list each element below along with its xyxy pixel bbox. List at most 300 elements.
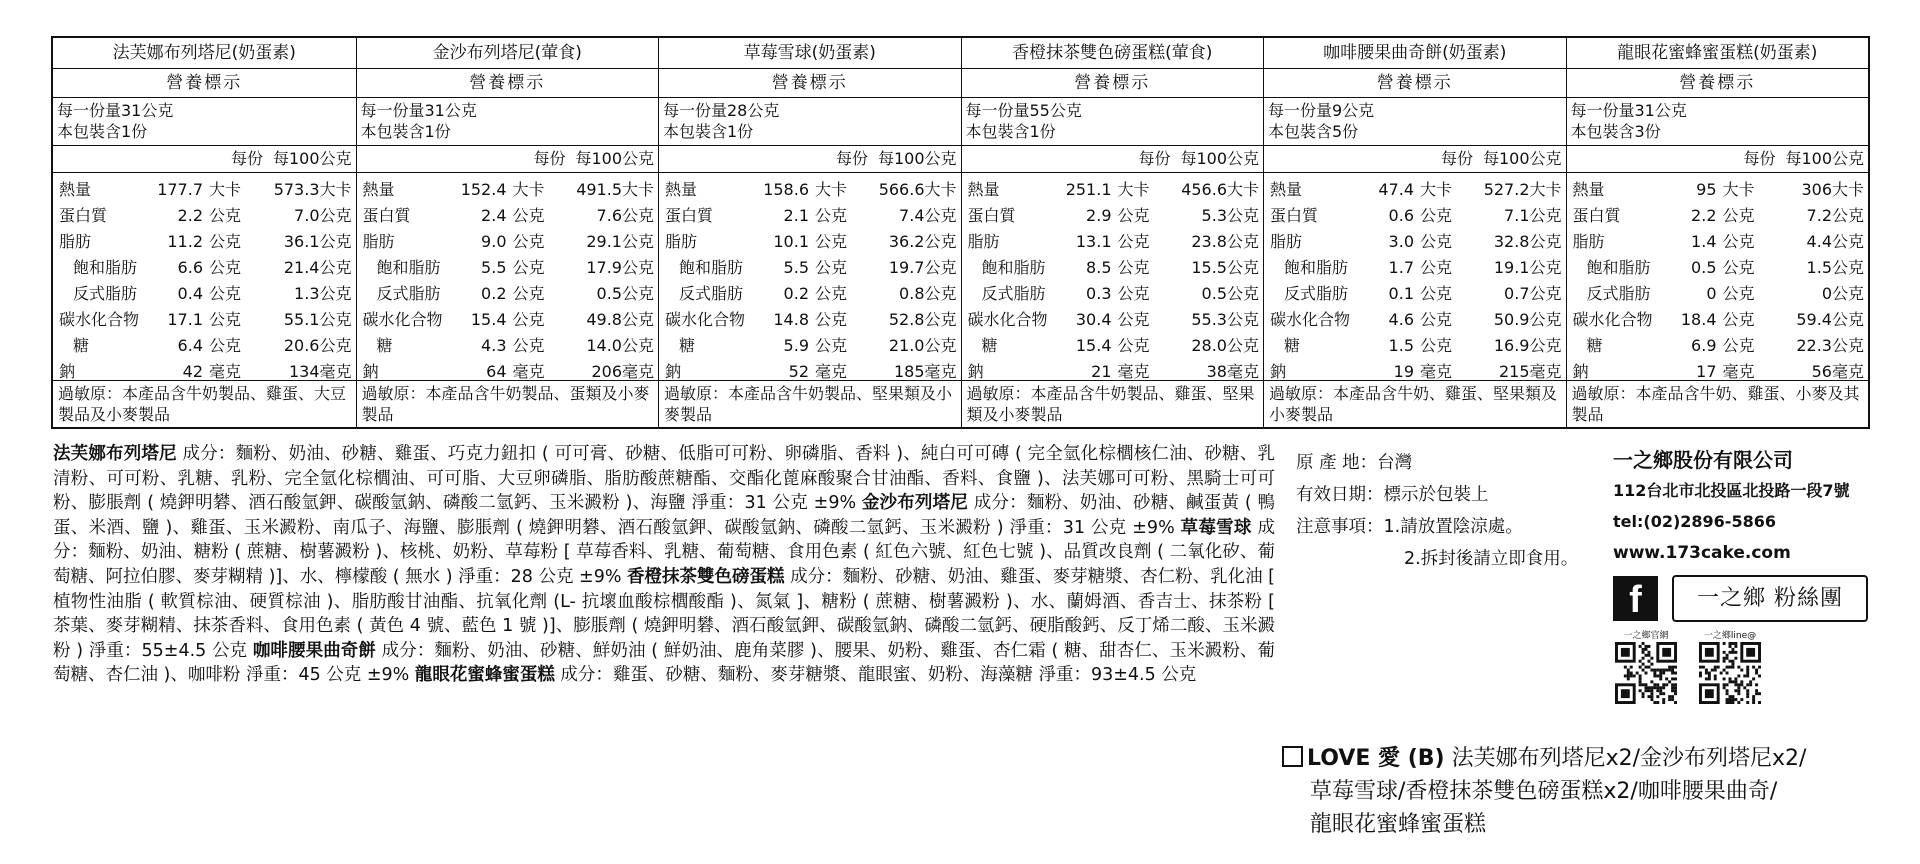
per-serving-unit: 公克 xyxy=(512,310,545,329)
nutrient-label: 反式脂肪 xyxy=(73,284,138,303)
per-serving-value: 15.4 xyxy=(470,310,507,329)
per-100g-value: 28.0公克 xyxy=(1191,336,1259,355)
per-100g-value: 491.5大卡 xyxy=(576,180,654,199)
per-serving-value: 152.4 xyxy=(460,180,507,199)
allergen-note: 過敏原：本產品含牛奶製品、雞蛋、大豆製品及小麥製品 xyxy=(58,384,347,424)
per-serving-unit: 公克 xyxy=(1117,232,1150,251)
serving-size: 每一份量31公克 xyxy=(360,101,477,120)
nutrient-label: 飽和脂肪 xyxy=(981,258,1046,277)
per-serving-value: 2.1 xyxy=(783,206,809,225)
per-100g-value: 29.1公克 xyxy=(586,232,654,251)
per-serving-unit: 大卡 xyxy=(209,180,242,199)
per-serving-value: 18.4 xyxy=(1680,310,1717,329)
per-100g-value: 21.0公克 xyxy=(888,336,957,355)
per-serving-unit: 公克 xyxy=(1420,232,1453,251)
per-serving-value: 17 xyxy=(1696,362,1717,381)
expiry-line: 有效日期：標示於包裝上 xyxy=(1296,485,1489,505)
nutrition-heading: 營養標示 xyxy=(659,69,961,98)
per-serving-value: 3.0 xyxy=(1388,232,1414,251)
per-100g-value: 7.2公克 xyxy=(1806,206,1864,225)
nutrient-row xyxy=(962,177,1264,203)
serving-info xyxy=(1264,98,1566,146)
nutrition-heading: 營養標示 xyxy=(962,69,1264,98)
per-serving-value: 95 xyxy=(1696,180,1717,199)
col-per-serving: 每份 xyxy=(1440,149,1473,168)
nutrient-label: 鈉 xyxy=(59,362,76,381)
nutrient-label: 糖 xyxy=(981,336,998,355)
nutrient-label: 飽和脂肪 xyxy=(1586,258,1651,277)
per-serving-unit: 大卡 xyxy=(815,180,848,199)
allergen-note: 過敏原：本產品含牛奶、雞蛋、小麥及其製品 xyxy=(1571,384,1860,424)
nutrient-label: 蛋白質 xyxy=(59,206,108,225)
ingredient-list: 成分：麵粉、奶油、砂糖、鹹蛋黃 ( 鴨蛋、米酒、鹽 )、雞蛋、玉米澱粉、南瓜子、海鹽、膨脹劑 ( 燒鉀明礬、酒石酸氫鉀、碳酸氫鈉、磷酸二氫鈣、玉米澱粉 ) 淨重：31 公克 ±9% xyxy=(53,493,1276,538)
per-100g-value: 38毫克 xyxy=(1206,362,1259,381)
per-serving-unit: 公克 xyxy=(1722,284,1755,303)
fan-page-label: 一之鄉 粉絲團 xyxy=(1672,575,1868,622)
nutrient-label: 熱量 xyxy=(1270,180,1303,199)
product-line-2: 草莓雪球/香橙抹茶雙色磅蛋糕x2/咖啡腰果曲奇/ xyxy=(1310,779,1778,804)
nutrient-rows xyxy=(1567,173,1869,381)
nutrient-row xyxy=(53,203,356,229)
per-100g-value: 16.9公克 xyxy=(1493,336,1562,355)
product-name: 香橙抹茶雙色磅蛋糕(葷食) xyxy=(962,38,1264,69)
col-per-100g: 每100公克 xyxy=(272,149,352,168)
nutrient-row xyxy=(357,177,659,203)
per-100g-value: 0.8公克 xyxy=(899,284,957,303)
per-100g-value: 59.4公克 xyxy=(1796,310,1864,329)
nutrient-row xyxy=(962,203,1264,229)
per-100g-value: 17.9公克 xyxy=(586,258,654,277)
nutrient-label: 糖 xyxy=(679,336,696,355)
per-100g-value: 0.5公克 xyxy=(1201,284,1259,303)
nutrition-panel xyxy=(961,38,1264,427)
col-per-serving: 每份 xyxy=(1743,149,1776,168)
ingredient-product-name: 草莓雪球 xyxy=(1180,517,1252,538)
nutrient-label: 脂肪 xyxy=(59,232,92,251)
nutrient-row xyxy=(1567,333,1869,359)
nutrition-heading: 營養標示 xyxy=(53,69,356,98)
per-serving-value: 0.2 xyxy=(481,284,507,303)
per-serving-unit: 毫克 xyxy=(1117,362,1150,381)
column-headers xyxy=(53,146,356,173)
nutrition-panel xyxy=(1566,38,1869,427)
per-serving-value: 4.6 xyxy=(1388,310,1414,329)
ingredient-list: 成分：雞蛋、砂糖、麵粉、麥芽糖漿、龍眼蜜、奶粉、海藻糖 淨重：93±4.5 公克 xyxy=(554,665,1197,686)
column-headers xyxy=(1264,146,1566,173)
column-headers xyxy=(962,146,1264,173)
per-100g-value: 306大卡 xyxy=(1801,180,1864,199)
column-headers xyxy=(659,146,961,173)
serving-info xyxy=(1567,98,1869,146)
nutrient-rows xyxy=(1264,173,1566,381)
per-serving-unit: 公克 xyxy=(1420,310,1453,329)
company-block xyxy=(1613,445,1868,704)
product-line-1: 法芙娜布列塔尼x2/金沙布列塔尼x2/ xyxy=(1444,746,1807,771)
nutrient-label: 糖 xyxy=(1284,336,1301,355)
per-serving-value: 0.5 xyxy=(1691,258,1717,277)
col-per-100g: 每100公克 xyxy=(1180,149,1259,168)
nutrient-row xyxy=(357,307,659,333)
product-title: LOVE 愛 (B) xyxy=(1307,746,1445,771)
nutrient-row xyxy=(357,281,659,307)
nutrient-label: 飽和脂肪 xyxy=(1284,258,1349,277)
per-100g-value: 0.5公克 xyxy=(596,284,654,303)
servings-per-pack: 本包裝含3份 xyxy=(1570,122,1661,141)
serving-size: 每一份量28公克 xyxy=(663,101,780,120)
per-serving-unit: 毫克 xyxy=(815,362,848,381)
per-serving-value: 2.2 xyxy=(1691,206,1717,225)
ingredient-product-name: 香橙抹茶雙色磅蛋糕 xyxy=(627,566,785,587)
serving-info xyxy=(53,98,356,146)
per-serving-value: 6.9 xyxy=(1691,336,1717,355)
nutrient-rows xyxy=(962,173,1264,381)
per-serving-value: 9.0 xyxy=(481,232,507,251)
facebook-icon: f xyxy=(1613,576,1658,621)
nutrient-row xyxy=(1567,177,1869,203)
per-100g-value: 134毫克 xyxy=(288,362,352,381)
per-100g-value: 21.4公克 xyxy=(283,258,352,277)
ingredients-text xyxy=(53,442,1275,688)
product-name: 草莓雪球(奶蛋素) xyxy=(659,38,961,69)
per-100g-value: 206毫克 xyxy=(591,362,654,381)
per-100g-value: 7.6公克 xyxy=(596,206,654,225)
per-serving-value: 6.4 xyxy=(177,336,203,355)
company-address: 112台北市北投區北投路一段7號 xyxy=(1613,481,1850,500)
per-serving-value: 1.5 xyxy=(1388,336,1414,355)
nutrient-rows xyxy=(357,173,659,381)
per-100g-value: 19.7公克 xyxy=(888,258,957,277)
per-serving-value: 13.1 xyxy=(1075,232,1112,251)
nutrient-label: 熱量 xyxy=(967,180,1000,199)
per-serving-unit: 毫克 xyxy=(1420,362,1453,381)
ingredient-product-name: 龍眼花蜜蜂蜜蛋糕 xyxy=(414,665,555,686)
nutrient-row xyxy=(1264,177,1566,203)
nutrition-heading: 營養標示 xyxy=(1264,69,1566,98)
col-per-100g: 每100公克 xyxy=(877,149,957,168)
nutrient-row xyxy=(1264,203,1566,229)
ingredient-list: 成分：麵粉、奶油、糖粉 ( 蔗糖、樹薯澱粉 )、核桃、奶粉、草莓粉 [ 草莓香料、乳糖、葡萄糖、食用色素 ( 紅色六號、紅色七號 )、品質改良劑 ( 二氧化矽、葡萄糖、阿拉伯膠、麥芽糊精 )]、水、檸檬酸 ( 無水 ) 淨重：28 公克 ±9% xyxy=(53,517,1275,587)
nutrient-row xyxy=(53,307,356,333)
per-100g-value: 50.9公克 xyxy=(1493,310,1562,329)
nutrition-heading: 營養標示 xyxy=(357,69,659,98)
per-serving-unit: 公克 xyxy=(209,206,242,225)
nutrient-row xyxy=(53,281,356,307)
nutrient-row xyxy=(1567,281,1869,307)
nutrient-row xyxy=(659,229,961,255)
per-serving-value: 0 xyxy=(1706,284,1717,303)
per-serving-unit: 公克 xyxy=(815,336,848,355)
nutrition-heading: 營養標示 xyxy=(1567,69,1869,98)
per-serving-unit: 公克 xyxy=(1722,336,1755,355)
nutrient-row xyxy=(53,177,356,203)
per-serving-unit: 公克 xyxy=(1117,336,1150,355)
product-contents xyxy=(1282,742,1882,841)
nutrient-rows xyxy=(659,173,961,381)
nutrient-row xyxy=(1264,307,1566,333)
per-serving-unit: 毫克 xyxy=(512,362,545,381)
nutrient-label: 鈉 xyxy=(1572,362,1589,381)
per-100g-value: 36.2公克 xyxy=(888,232,957,251)
per-serving-value: 5.9 xyxy=(783,336,809,355)
nutrient-label: 蛋白質 xyxy=(362,206,411,225)
qr-code-icon xyxy=(1699,642,1761,704)
per-serving-value: 8.5 xyxy=(1086,258,1112,277)
nutrient-label: 鈉 xyxy=(665,362,682,381)
per-100g-value: 7.1公克 xyxy=(1504,206,1562,225)
per-100g-value: 7.0公克 xyxy=(294,206,352,225)
product-line-3: 龍眼花蜜蜂蜜蛋糕 xyxy=(1310,812,1487,837)
qr-line xyxy=(1699,630,1761,704)
origin-line: 原 產 地：台灣 xyxy=(1296,453,1413,473)
qr-caption-website: 一之鄉官網 xyxy=(1623,631,1669,641)
nutrient-row xyxy=(357,229,659,255)
nutrient-row xyxy=(659,203,961,229)
per-100g-value: 15.5公克 xyxy=(1191,258,1259,277)
per-100g-value: 566.6大卡 xyxy=(878,180,957,199)
product-name: 咖啡腰果曲奇餅(奶蛋素) xyxy=(1264,38,1566,69)
per-100g-value: 49.8公克 xyxy=(586,310,654,329)
per-serving-value: 0.1 xyxy=(1388,284,1414,303)
column-headers xyxy=(357,146,659,173)
per-serving-value: 2.2 xyxy=(177,206,203,225)
per-serving-value: 6.6 xyxy=(177,258,203,277)
qr-codes xyxy=(1613,630,1868,704)
nutrient-row xyxy=(1264,281,1566,307)
nutrient-label: 糖 xyxy=(1586,336,1603,355)
nutrient-label: 熱量 xyxy=(362,180,395,199)
nutrient-row xyxy=(357,203,659,229)
nutrient-label: 反式脂肪 xyxy=(679,284,744,303)
col-per-serving: 每份 xyxy=(533,149,566,168)
per-100g-value: 1.3公克 xyxy=(294,284,352,303)
per-100g-value: 36.1公克 xyxy=(283,232,352,251)
per-100g-value: 19.1公克 xyxy=(1493,258,1562,277)
per-serving-unit: 公克 xyxy=(512,206,545,225)
per-serving-unit: 公克 xyxy=(1117,284,1150,303)
serving-size: 每一份量9公克 xyxy=(1268,101,1375,120)
nutrient-rows xyxy=(53,173,356,381)
nutrient-label: 熱量 xyxy=(1572,180,1605,199)
per-serving-value: 1.7 xyxy=(1388,258,1414,277)
per-serving-value: 251.1 xyxy=(1065,180,1112,199)
nutrient-label: 熱量 xyxy=(59,180,92,199)
per-serving-value: 15.4 xyxy=(1075,336,1112,355)
ingredient-product-name: 法芙娜布列塔尼 xyxy=(53,444,177,464)
per-100g-value: 185毫克 xyxy=(893,362,957,381)
fan-page-row xyxy=(1613,575,1868,622)
nutrient-row xyxy=(659,177,961,203)
per-serving-value: 0.2 xyxy=(783,284,809,303)
per-serving-unit: 公克 xyxy=(1117,310,1150,329)
nutrient-label: 碳水化合物 xyxy=(362,310,443,329)
nutrient-row xyxy=(1567,307,1869,333)
per-serving-unit: 公克 xyxy=(209,284,242,303)
serving-info xyxy=(357,98,659,146)
per-serving-unit: 公克 xyxy=(815,258,848,277)
nutrient-row xyxy=(1264,255,1566,281)
per-100g-value: 456.6大卡 xyxy=(1181,180,1259,199)
notes-line-1: 注意事項：1.請放置陰涼處。 xyxy=(1296,517,1523,537)
per-serving-value: 30.4 xyxy=(1075,310,1112,329)
nutrient-row xyxy=(53,229,356,255)
serving-size: 每一份量55公克 xyxy=(965,101,1082,120)
ingredient-list: 成分：麵粉、奶油、砂糖、鮮奶油 ( 鮮奶油、鹿角菜膠 )、腰果、奶粉、雞蛋、杏仁霜 ( 糖、甜杏仁、玉米澱粉、葡萄糖、杏仁油 )、咖啡粉 淨重：45 公克 ±9% xyxy=(53,640,1276,686)
per-serving-unit: 公克 xyxy=(1420,284,1453,303)
per-serving-unit: 公克 xyxy=(512,284,545,303)
col-per-serving: 每份 xyxy=(1138,149,1171,168)
nutrient-row xyxy=(962,307,1264,333)
per-serving-value: 2.4 xyxy=(481,206,507,225)
per-serving-unit: 公克 xyxy=(1722,206,1755,225)
company-name: 一之鄉股份有限公司 xyxy=(1613,448,1793,472)
nutrient-label: 脂肪 xyxy=(1270,232,1303,251)
per-serving-value: 0.3 xyxy=(1086,284,1112,303)
qr-website xyxy=(1615,630,1677,704)
nutrient-label: 糖 xyxy=(73,336,90,355)
nutrient-row xyxy=(962,229,1264,255)
nutrient-row xyxy=(659,333,961,359)
nutrient-label: 碳水化合物 xyxy=(1270,310,1351,329)
nutrient-label: 飽和脂肪 xyxy=(376,258,441,277)
per-100g-value: 23.8公克 xyxy=(1191,232,1259,251)
col-per-100g: 每100公克 xyxy=(575,149,654,168)
per-serving-value: 5.5 xyxy=(783,258,809,277)
company-tel: tel:(02)2896-5866 xyxy=(1613,512,1776,531)
nutrient-row xyxy=(962,255,1264,281)
serving-info xyxy=(962,98,1264,146)
nutrient-row xyxy=(53,255,356,281)
nutrient-label: 脂肪 xyxy=(967,232,1000,251)
per-serving-unit: 公克 xyxy=(209,232,242,251)
nutrient-label: 碳水化合物 xyxy=(1572,310,1653,329)
per-serving-unit: 公克 xyxy=(815,232,848,251)
per-serving-unit: 公克 xyxy=(512,232,545,251)
nutrient-label: 飽和脂肪 xyxy=(679,258,744,277)
nutrient-label: 碳水化合物 xyxy=(967,310,1048,329)
per-100g-value: 4.4公克 xyxy=(1806,232,1864,251)
nutrient-label: 蛋白質 xyxy=(967,206,1016,225)
per-100g-value: 22.3公克 xyxy=(1796,336,1864,355)
per-serving-unit: 公克 xyxy=(1420,258,1453,277)
per-100g-value: 56毫克 xyxy=(1811,362,1864,381)
nutrient-label: 碳水化合物 xyxy=(665,310,746,329)
nutrient-row xyxy=(1567,255,1869,281)
nutrient-label: 鈉 xyxy=(1270,362,1287,381)
per-100g-value: 7.4公克 xyxy=(899,206,957,225)
allergen-note: 過敏原：本產品含牛奶製品、堅果類及小麥製品 xyxy=(664,384,953,424)
per-serving-value: 1.4 xyxy=(1691,232,1717,251)
allergen-note: 過敏原：本產品含牛奶製品、雞蛋、堅果類及小麥製品 xyxy=(966,384,1255,424)
servings-per-pack: 本包裝含1份 xyxy=(965,122,1056,141)
per-serving-value: 52 xyxy=(788,362,809,381)
qr-caption-line: 一之鄉line@ xyxy=(1703,631,1757,641)
product-info xyxy=(1296,447,1578,575)
per-serving-unit: 毫克 xyxy=(1722,362,1755,381)
per-100g-value: 14.0公克 xyxy=(586,336,654,355)
per-serving-value: 2.9 xyxy=(1086,206,1112,225)
per-serving-value: 14.8 xyxy=(773,310,809,329)
nutrient-row xyxy=(1264,229,1566,255)
per-serving-unit: 公克 xyxy=(209,258,242,277)
per-serving-value: 64 xyxy=(486,362,507,381)
nutrition-panel xyxy=(356,38,659,427)
per-100g-value: 573.3大卡 xyxy=(273,180,352,199)
nutrient-label: 反式脂肪 xyxy=(1284,284,1349,303)
per-100g-value: 215毫克 xyxy=(1498,362,1562,381)
nutrient-row xyxy=(1567,203,1869,229)
nutrient-label: 碳水化合物 xyxy=(59,310,140,329)
nutrition-panel xyxy=(1263,38,1566,427)
ingredient-product-name: 金沙布列塔尼 xyxy=(861,493,969,514)
per-serving-value: 5.5 xyxy=(481,258,507,277)
per-100g-value: 32.8公克 xyxy=(1493,232,1562,251)
per-serving-value: 158.6 xyxy=(763,180,809,199)
per-serving-unit: 毫克 xyxy=(209,362,242,381)
per-100g-value: 0.7公克 xyxy=(1504,284,1562,303)
per-serving-value: 177.7 xyxy=(157,180,203,199)
notes-line-2: 2.拆封後請立即食用。 xyxy=(1404,549,1579,569)
nutrient-label: 熱量 xyxy=(665,180,698,199)
column-headers xyxy=(1567,146,1869,173)
per-serving-value: 0.6 xyxy=(1388,206,1414,225)
nutrient-label: 反式脂肪 xyxy=(981,284,1046,303)
nutrient-row xyxy=(659,281,961,307)
nutrient-row xyxy=(1567,229,1869,255)
serving-size: 每一份量31公克 xyxy=(57,101,174,120)
per-serving-unit: 大卡 xyxy=(512,180,545,199)
nutrient-row xyxy=(357,333,659,359)
per-serving-unit: 公克 xyxy=(1722,310,1755,329)
per-100g-value: 527.2大卡 xyxy=(1483,180,1562,199)
company-url: www.173cake.com xyxy=(1613,543,1791,563)
nutrient-label: 鈉 xyxy=(362,362,379,381)
per-100g-value: 55.1公克 xyxy=(283,310,352,329)
nutrient-label: 脂肪 xyxy=(1572,232,1605,251)
per-serving-unit: 公克 xyxy=(512,336,545,355)
nutrient-label: 蛋白質 xyxy=(1572,206,1621,225)
col-per-serving: 每份 xyxy=(835,149,868,168)
per-100g-value: 55.3公克 xyxy=(1191,310,1259,329)
nutrient-label: 蛋白質 xyxy=(1270,206,1319,225)
nutrient-label: 鈉 xyxy=(967,362,984,381)
nutrient-label: 蛋白質 xyxy=(665,206,714,225)
ingredient-list: 成分：麵粉、奶油、砂糖、雞蛋、巧克力鈕扣 ( 可可膏、砂糖、低脂可可粉、卵磷脂、香料 )、純白可可磚 ( 完全氫化棕櫚核仁油、砂糖、乳清粉、可可粉、乳糖、乳粉、完全氫化棕櫚油、可可脂、大豆卵磷脂、脂肪酸蔗糖酯、交酯化蓖麻酸聚合甘油酯、香料、食鹽 )、法芙娜可可粉、黑騎士可可粉、膨脹劑 ( 燒鉀明礬、酒石酸氫鉀、碳酸氫鈉、磷酸二氫鈣、玉米澱粉 )、海鹽 淨重：31 公克 ±9% xyxy=(53,444,1275,514)
nutrient-label: 脂肪 xyxy=(362,232,395,251)
serving-info xyxy=(659,98,961,146)
nutrient-label: 反式脂肪 xyxy=(1586,284,1651,303)
nutrient-label: 反式脂肪 xyxy=(376,284,441,303)
per-100g-value: 20.6公克 xyxy=(283,336,352,355)
per-serving-value: 10.1 xyxy=(773,232,809,251)
per-serving-value: 11.2 xyxy=(167,232,203,251)
servings-per-pack: 本包裝含1份 xyxy=(360,122,451,141)
per-serving-unit: 公克 xyxy=(815,206,848,225)
per-100g-value: 5.3公克 xyxy=(1201,206,1259,225)
per-serving-value: 21 xyxy=(1091,362,1112,381)
allergen-note: 過敏原：本產品含牛奶製品、蛋類及小麥製品 xyxy=(361,384,650,424)
nutrient-label: 糖 xyxy=(376,336,393,355)
ingredient-list: 成分：麵粉、砂糖、奶油、雞蛋、麥芽糖漿、杏仁粉、乳化油 [ 植物性油脂 ( 軟質棕油、硬質棕油 )、脂肪酸甘油酯、抗氧化劑 (L- 抗壞血酸棕櫚酸酯 )、氮氣 ]、糖粉 ( 蔗糖、樹薯澱粉 )、水、蘭姆酒、香吉士、抹茶粉 [ 茶葉、麥芽糊精、抹茶香料、食用色素 ( 黃色 4 號、藍色 1 號 )]、膨脹劑 ( 燒鉀明礬、酒石酸氫鉀、碳酸氫鈉、磷酸二氫鈣、硬脂酸鈣、反丁烯二酸、玉米澱粉 ) 淨重：55±4.5 公克 xyxy=(53,566,1276,661)
servings-per-pack: 本包裝含1份 xyxy=(57,122,148,141)
servings-per-pack: 本包裝含1份 xyxy=(663,122,754,141)
per-serving-unit: 公克 xyxy=(209,336,242,355)
servings-per-pack: 本包裝含5份 xyxy=(1268,122,1359,141)
serving-size: 每一份量31公克 xyxy=(1570,101,1687,120)
per-serving-value: 42 xyxy=(182,362,203,381)
per-serving-unit: 公克 xyxy=(1722,232,1755,251)
per-serving-value: 19 xyxy=(1393,362,1414,381)
per-serving-unit: 公克 xyxy=(815,284,848,303)
